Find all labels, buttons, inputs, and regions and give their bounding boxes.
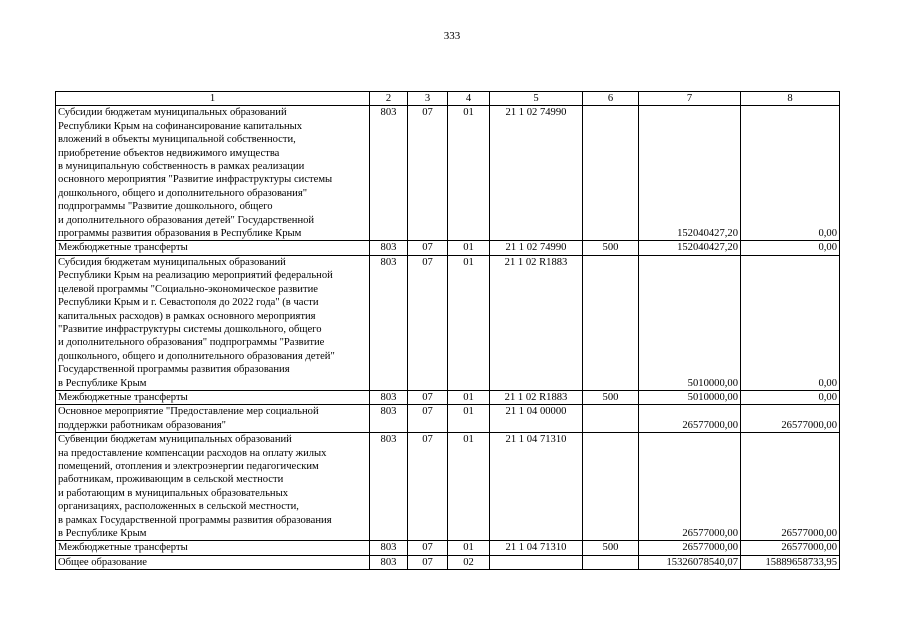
- ministry-code-cell: 803: [370, 241, 408, 255]
- section-code-cell: 07: [408, 433, 448, 541]
- header-cell-3: 3: [408, 92, 448, 106]
- expense-type-cell: 500: [583, 241, 639, 255]
- subsection-code-cell: 01: [448, 255, 490, 390]
- amount-col7-cell: 26577000,00: [639, 541, 741, 555]
- table-row: [56, 541, 840, 555]
- amount-col7-cell: 26577000,00: [639, 433, 741, 541]
- row-name-cell: Субсидии бюджетам муниципальных образований Республики Крым на софинансирование капитальных вложений в объекты муниципальной собственности, приобретение объектов недвижимого имущества в муниципальную собственность в рамках реализации основного мероприятия "Развитие инфраструктуры системы дошкольного, общего и дополнительного образования" подпрограммы "Развитие дошкольного, общего и дополнительного образования детей" Государственной программы развития образования в Республике Крым: [56, 106, 370, 241]
- table-row: [56, 255, 840, 390]
- section-code-cell: 07: [408, 241, 448, 255]
- table-row: [56, 433, 840, 541]
- expense-type-cell: [583, 405, 639, 433]
- header-cell-7: 7: [639, 92, 741, 106]
- expense-type-cell: [583, 555, 639, 569]
- table-row: [56, 241, 840, 255]
- table-header-row: [56, 92, 840, 106]
- header-cell-8: 8: [741, 92, 840, 106]
- amount-col8-cell: 15889658733,95: [741, 555, 840, 569]
- row-name-cell: Субсидия бюджетам муниципальных образований Республики Крым на реализацию мероприятий федеральной целевой программы "Социально-экономическое развитие Республики Крым и г. Севастополя до 2022 года" (в части капитальных расходов) в рамках основного мероприятия "Развитие инфраструктуры системы дошкольного, общего и дополнительного образования" подпрограммы "Развитие дошкольного, общего и дополнительного образования детей" Государственной программы развития образования в Республике Крым: [56, 255, 370, 390]
- target-article-cell: 21 1 04 00000: [490, 405, 583, 433]
- ministry-code-cell: 803: [370, 255, 408, 390]
- expense-type-cell: [583, 433, 639, 541]
- expense-type-cell: 500: [583, 390, 639, 404]
- target-article-cell: 21 1 02 74990: [490, 106, 583, 241]
- header-cell-4: 4: [448, 92, 490, 106]
- header-cell-1: 1: [56, 92, 370, 106]
- table-row: [56, 106, 840, 241]
- amount-col8-cell: 26577000,00: [741, 433, 840, 541]
- target-article-cell: 21 1 02 74990: [490, 241, 583, 255]
- ministry-code-cell: 803: [370, 390, 408, 404]
- row-name-cell: Общее образование: [56, 555, 370, 569]
- amount-col7-cell: 26577000,00: [639, 405, 741, 433]
- row-name-cell: Межбюджетные трансферты: [56, 541, 370, 555]
- amount-col8-cell: 0,00: [741, 255, 840, 390]
- row-name-cell: Субвенции бюджетам муниципальных образований на предоставление компенсации расходов на оплату жилых помещений, отопления и электроэнергии педагогическим работникам, проживающим в сельской местности и работающим в муниципальных образовательных организациях, расположенных в сельской местности, в рамках Государственной программы развития образования в Республике Крым: [56, 433, 370, 541]
- subsection-code-cell: 01: [448, 106, 490, 241]
- section-code-cell: 07: [408, 390, 448, 404]
- ministry-code-cell: 803: [370, 433, 408, 541]
- row-name-cell: Межбюджетные трансферты: [56, 390, 370, 404]
- ministry-code-cell: 803: [370, 541, 408, 555]
- expense-type-cell: 500: [583, 541, 639, 555]
- budget-table: [55, 91, 840, 570]
- header-cell-2: 2: [370, 92, 408, 106]
- amount-col8-cell: 26577000,00: [741, 405, 840, 433]
- subsection-code-cell: 01: [448, 390, 490, 404]
- ministry-code-cell: 803: [370, 405, 408, 433]
- header-cell-5: 5: [490, 92, 583, 106]
- subsection-code-cell: 01: [448, 405, 490, 433]
- subsection-code-cell: 01: [448, 433, 490, 541]
- section-code-cell: 07: [408, 555, 448, 569]
- amount-col8-cell: 0,00: [741, 390, 840, 404]
- ministry-code-cell: 803: [370, 106, 408, 241]
- target-article-cell: 21 1 04 71310: [490, 541, 583, 555]
- ministry-code-cell: 803: [370, 555, 408, 569]
- table-row: [56, 405, 840, 433]
- table-row: [56, 555, 840, 569]
- expense-type-cell: [583, 106, 639, 241]
- amount-col7-cell: 152040427,20: [639, 106, 741, 241]
- amount-col7-cell: 5010000,00: [639, 255, 741, 390]
- row-name-cell: Межбюджетные трансферты: [56, 241, 370, 255]
- header-cell-6: 6: [583, 92, 639, 106]
- expense-type-cell: [583, 255, 639, 390]
- amount-col7-cell: 15326078540,07: [639, 555, 741, 569]
- target-article-cell: 21 1 02 R1883: [490, 390, 583, 404]
- subsection-code-cell: 01: [448, 541, 490, 555]
- subsection-code-cell: 01: [448, 241, 490, 255]
- target-article-cell: [490, 555, 583, 569]
- subsection-code-cell: 02: [448, 555, 490, 569]
- row-name-cell: Основное мероприятие "Предоставление мер социальной поддержки работникам образования": [56, 405, 370, 433]
- section-code-cell: 07: [408, 106, 448, 241]
- section-code-cell: 07: [408, 255, 448, 390]
- amount-col7-cell: 5010000,00: [639, 390, 741, 404]
- table-row: [56, 390, 840, 404]
- section-code-cell: 07: [408, 405, 448, 433]
- amount-col8-cell: 0,00: [741, 241, 840, 255]
- page-number: 333: [443, 30, 461, 42]
- target-article-cell: 21 1 02 R1883: [490, 255, 583, 390]
- amount-col8-cell: 0,00: [741, 106, 840, 241]
- amount-col7-cell: 152040427,20: [639, 241, 741, 255]
- target-article-cell: 21 1 04 71310: [490, 433, 583, 541]
- amount-col8-cell: 26577000,00: [741, 541, 840, 555]
- section-code-cell: 07: [408, 541, 448, 555]
